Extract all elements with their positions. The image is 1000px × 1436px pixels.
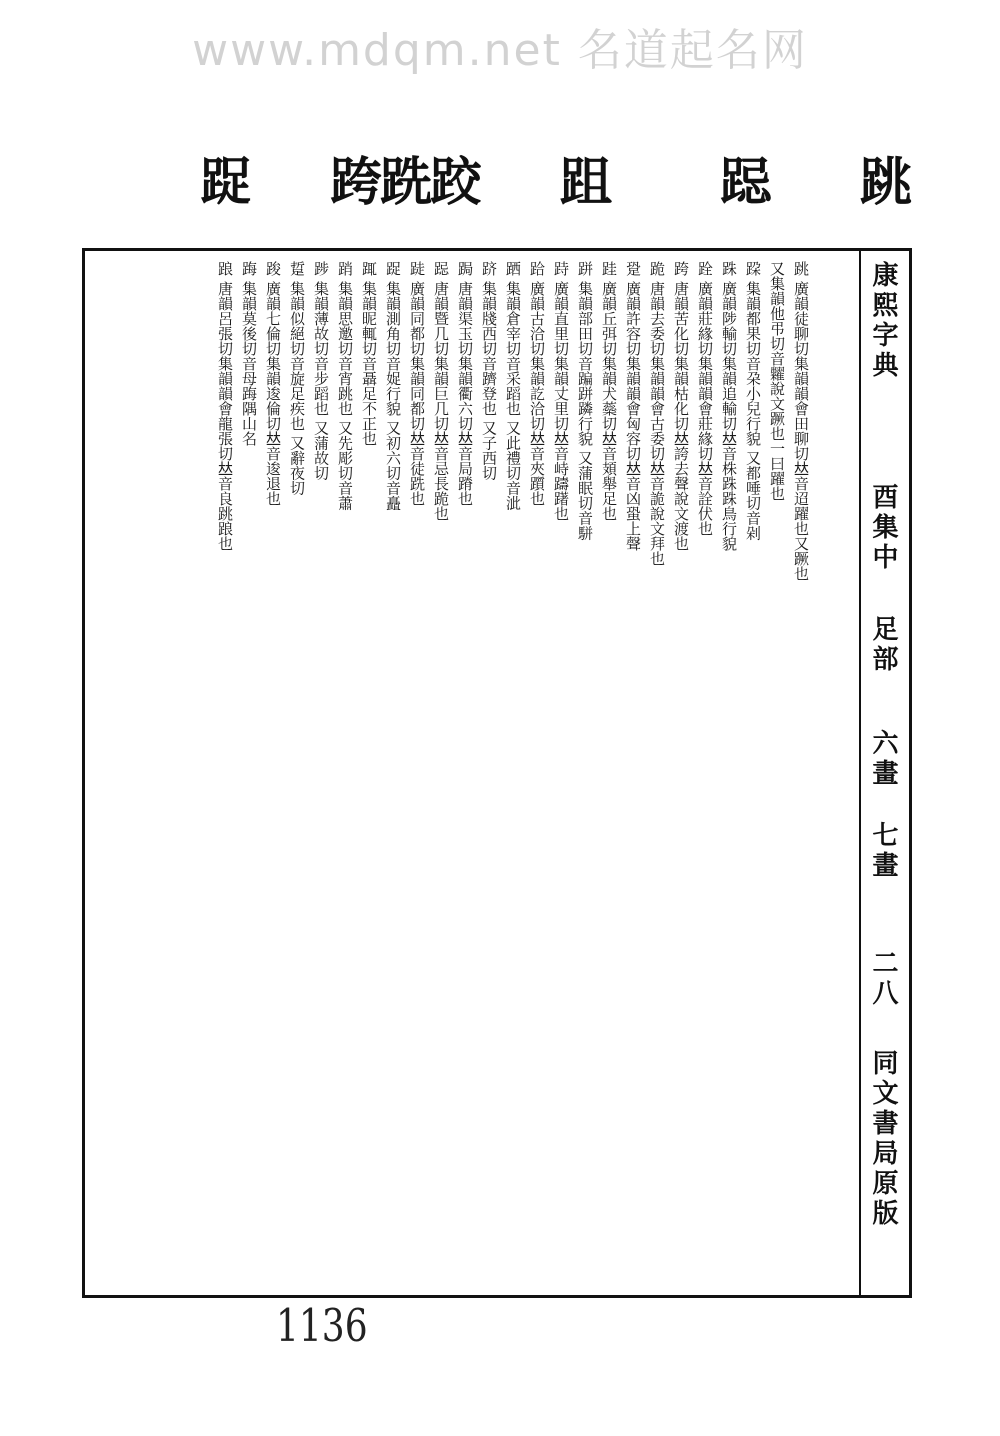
entry-text: 跱 廣韻直里切集韻丈里切𠀤音峙躊躇也 (552, 261, 570, 521)
entry-text: 跫 廣韻許容切集韻韻會匈容切𠀤音凶蛩上聲 (624, 261, 642, 551)
page-number: 1136 (276, 1300, 368, 1353)
entry-text: 又集韻他弔切音糶說文蹶也一曰躍也 (768, 261, 786, 501)
dictionary-column (597, 261, 621, 1287)
dictionary-column (741, 261, 765, 1287)
section-label: 酉集中 (868, 483, 898, 573)
entry-text: 踂 集韻昵輒切音聶足不正也 (360, 261, 378, 446)
seal-character-group: 跨跣跤 (329, 152, 480, 213)
entry-text: 跳 廣韻徒聊切集韻韻會田聊切𠀤音迢躍也又蹶也 (792, 261, 810, 581)
seal-character: 踀 (199, 152, 250, 213)
book-title: 康熙字典 (868, 261, 898, 381)
entry-text: 踅 集韻似絕切音旋足疾也 又辭夜切 (288, 261, 306, 496)
entry-text: 跥 集韻都果切音朶小兒行貌 又都唾切音剁 (744, 261, 762, 541)
dictionary-column (549, 261, 573, 1287)
entry-text: 跼 唐韻渠玉切集韻衢六切𠀤音局蹐也 (456, 261, 474, 506)
entry-text: 跰 集韻部田切音蹁跰蹸行貌 又蒲眠切音駢 (576, 261, 594, 541)
dictionary-column (621, 261, 645, 1287)
dictionary-body (91, 261, 813, 1287)
dictionary-column (261, 261, 285, 1287)
dictionary-column (789, 261, 813, 1287)
entry-text: 跲 廣韻古洽切集韻訖洽切𠀤音夾躓也 (528, 261, 546, 506)
watermark: www.mdqm.net 名道起名网 (192, 25, 808, 76)
entry-text: 跪 唐韻去委切集韻韻會古委切𠀤音詭說文拜也 (648, 261, 666, 566)
entry-text: 跽 唐韻暨几切集韻巨几切𠀤音忌長跪也 (432, 261, 450, 521)
entry-text: 跬 廣韻丘弭切集韻犬蘂切𠀤音頍舉足也 (600, 261, 618, 521)
entry-text: 跧 廣韻莊緣切集韻韻會莊緣切𠀤音詮伏也 (696, 261, 714, 536)
dictionary-column (357, 261, 381, 1287)
entry-text: 跿 廣韻同都切集韻同都切𠀤音徒跣也 (408, 261, 426, 506)
dictionary-column (285, 261, 309, 1287)
entry-text: 跴 集韻倉宰切音采蹈也 又此禮切音泚 (504, 261, 522, 511)
seal-character: 跳 (859, 152, 910, 213)
page-sidebar (863, 259, 903, 1289)
radical-label: 足部 (868, 615, 898, 675)
dictionary-column (429, 261, 453, 1287)
page-reference: 二八 (868, 949, 898, 1009)
dictionary-column (669, 261, 693, 1287)
page-frame (82, 248, 912, 1298)
entry-text: 踀 集韻測角切音娖行貌 又初六切音矗 (384, 261, 402, 511)
dictionary-column (477, 261, 501, 1287)
dictionary-column (717, 261, 741, 1287)
entry-text: 跦 廣韻陟輸切集韻追輸切𠀤音株跦跦鳥行貌 (720, 261, 738, 551)
dictionary-column (381, 261, 405, 1287)
entry-text: 踆 廣韻七倫切集韻逡倫切𠀤音逡退也 (264, 261, 282, 506)
entry-text: 踄 集韻薄故切音步蹈也 又蒲故切 (312, 261, 330, 481)
stroke-count-label: 七畫 (868, 821, 898, 881)
dictionary-column (405, 261, 429, 1287)
dictionary-column (501, 261, 525, 1287)
seal-character: 跙 (559, 152, 610, 213)
entry-text: 踉 唐韻呂張切集韻韻會龍張切𠀤音良跳踉也 (216, 261, 234, 551)
stroke-count-label: 六畫 (868, 729, 898, 789)
dictionary-column (525, 261, 549, 1287)
dictionary-column (645, 261, 669, 1287)
entry-text: 踇 集韻莫後切音母踇隅山名 (240, 261, 258, 446)
seal-character: 跽 (719, 152, 770, 213)
dictionary-column (333, 261, 357, 1287)
entry-text: 跻 集韻牋西切音躋登也 又子西切 (480, 261, 498, 481)
seal-script-row (90, 140, 910, 220)
dictionary-column (309, 261, 333, 1287)
dictionary-column (765, 261, 789, 1287)
dictionary-column (693, 261, 717, 1287)
dictionary-column (453, 261, 477, 1287)
publisher-label: 同文書局原版 (868, 1049, 898, 1229)
dictionary-column (237, 261, 261, 1287)
dictionary-column (213, 261, 237, 1287)
entry-text: 踃 集韻思邀切音宵跳也 又先彫切音蕭 (336, 261, 354, 511)
entry-text: 跨 唐韻苦化切集韻枯化切𠀤誇去聲說文渡也 (672, 261, 690, 551)
dictionary-column (573, 261, 597, 1287)
